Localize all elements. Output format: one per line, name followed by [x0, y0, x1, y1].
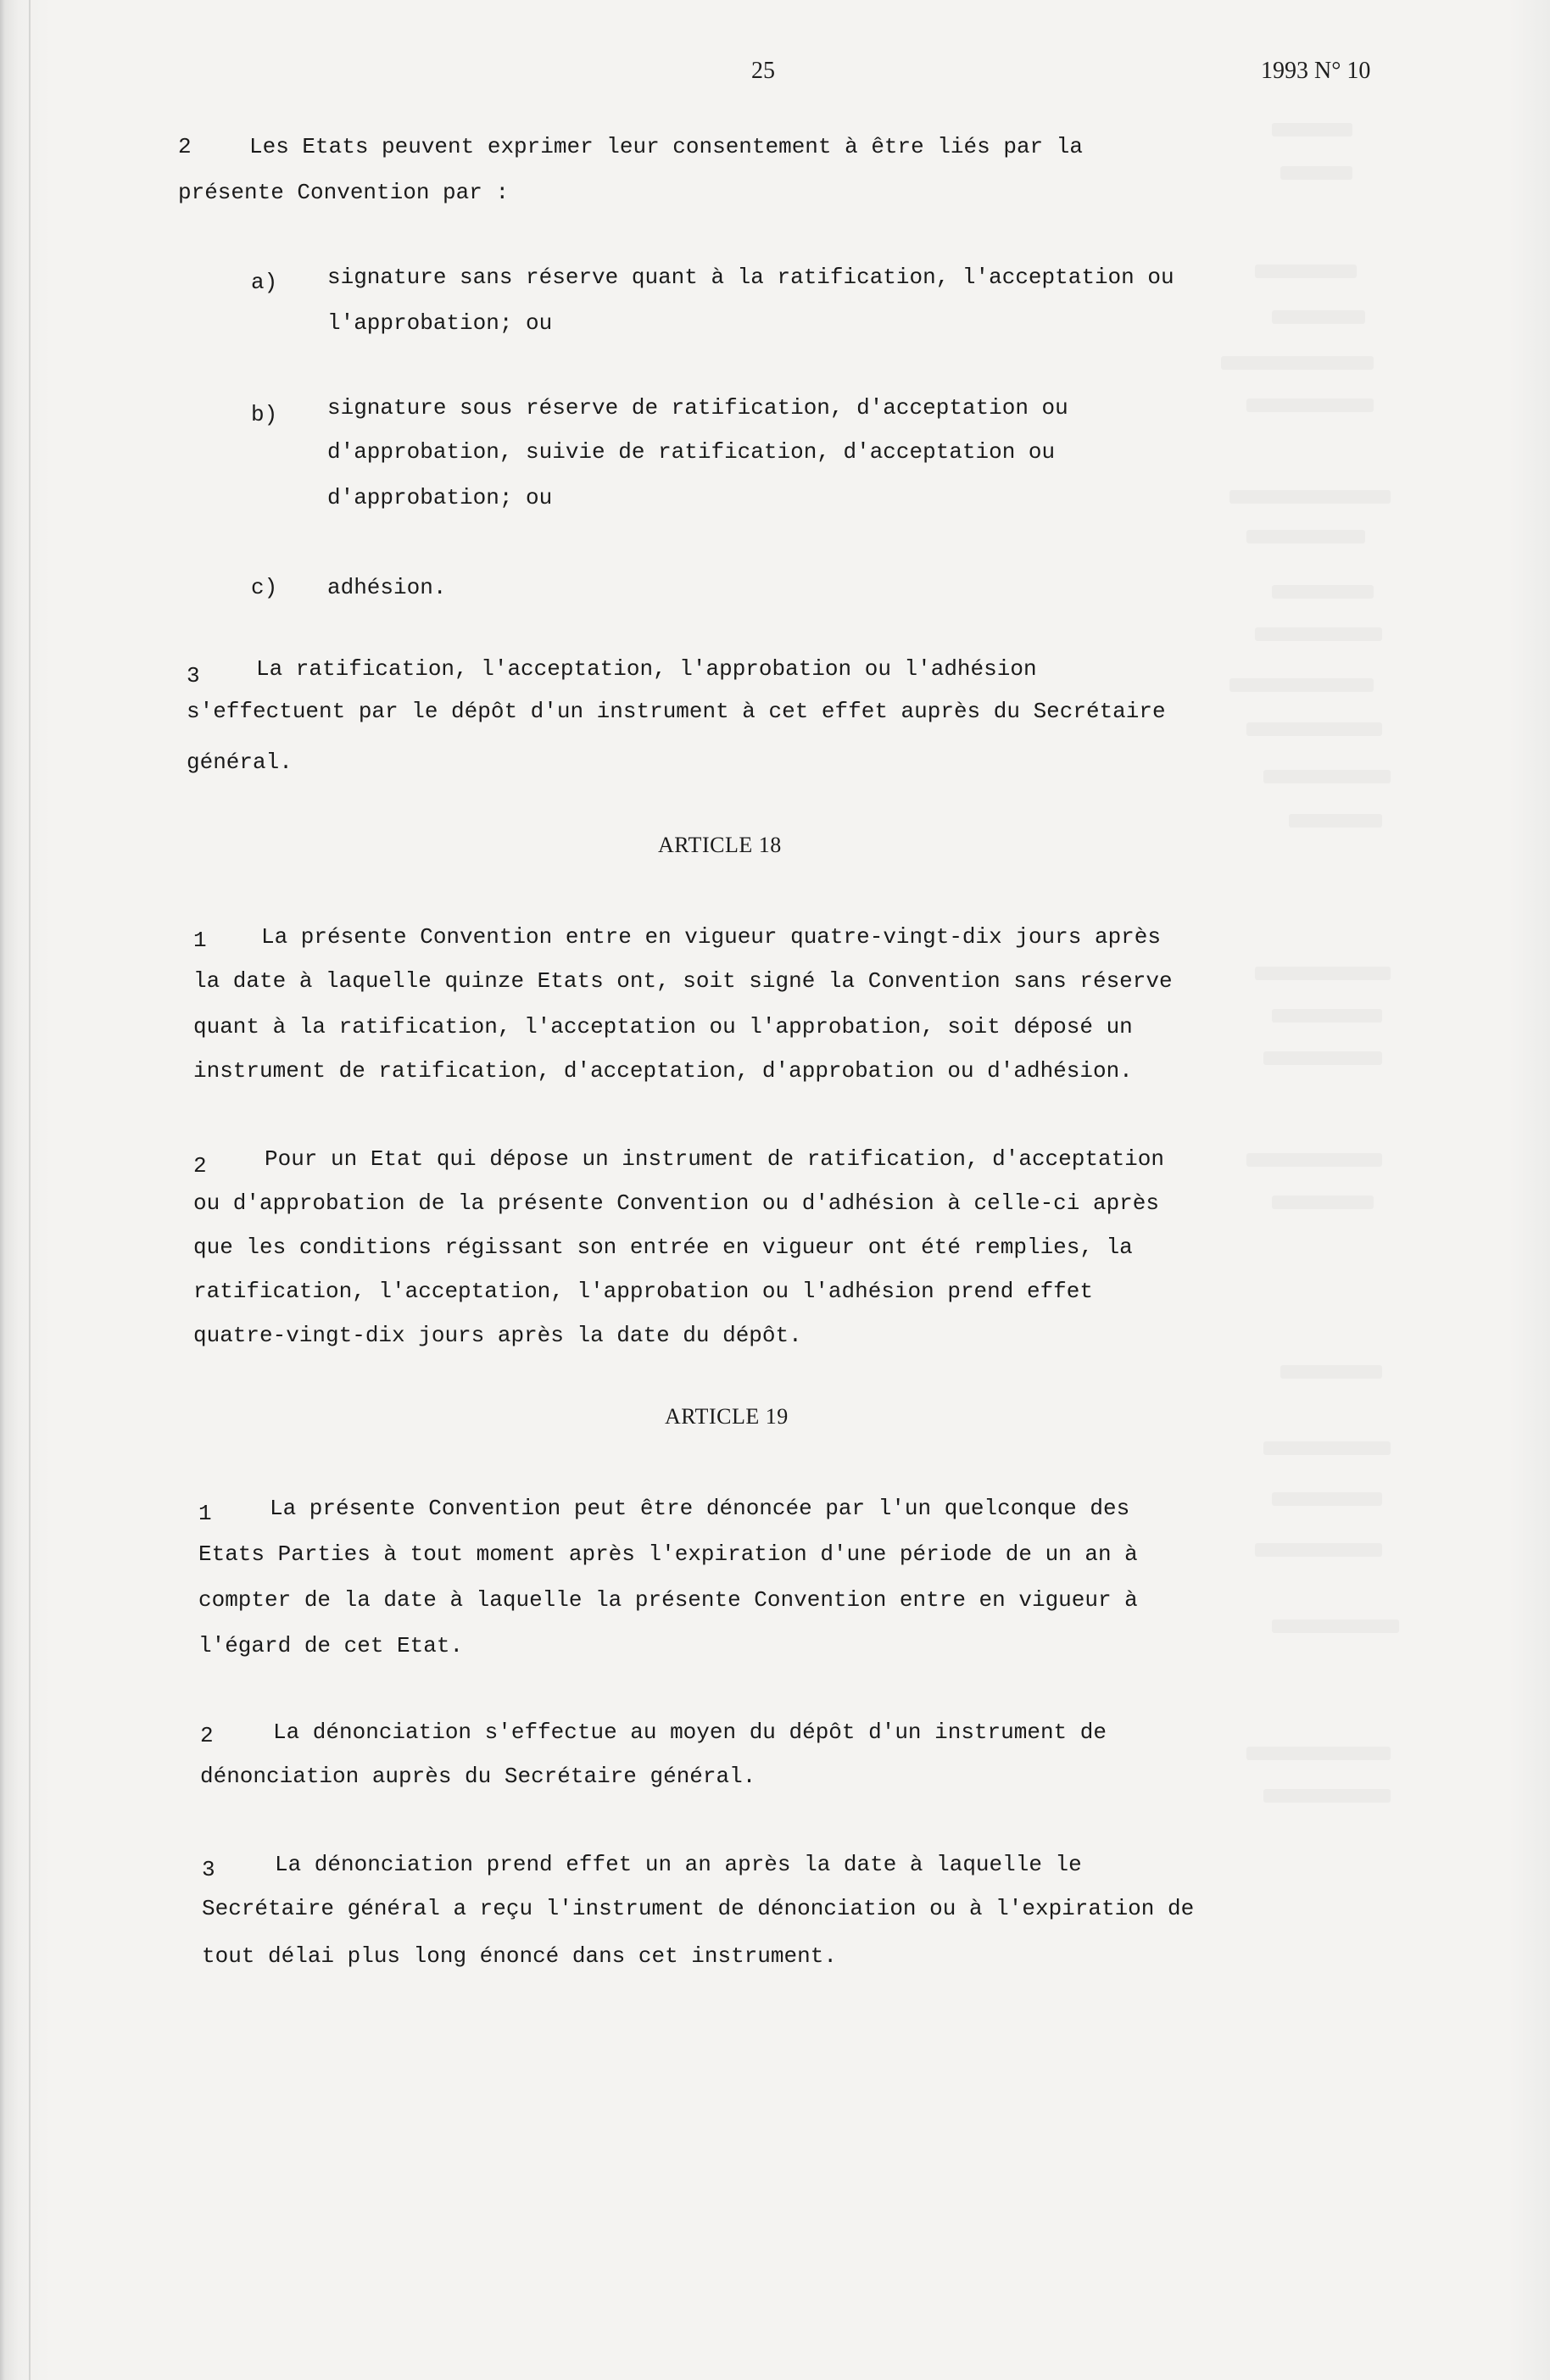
- text-line: général.: [187, 750, 293, 775]
- text-line: la date à laquelle quinze Etats ont, soit signé la Convention sans réserve: [193, 968, 1173, 994]
- page-number: 25: [751, 58, 775, 84]
- text-line: s'effectuent par le dépôt d'un instrument à cet effet auprès du Secrétaire: [187, 699, 1166, 724]
- text-line: La dénonciation prend effet un an après la date à laquelle le: [275, 1852, 1082, 1877]
- page-header: [0, 58, 1550, 92]
- text-line: Pour un Etat qui dépose un instrument de ratification, d'acceptation: [265, 1146, 1164, 1172]
- text-line: Etats Parties à tout moment après l'expiration d'une période de un an à: [198, 1541, 1138, 1567]
- text-line: instrument de ratification, d'acceptation, d'approbation ou d'adhésion.: [193, 1058, 1133, 1084]
- paragraph-number: 2: [178, 134, 192, 159]
- paragraph-number: 2: [200, 1723, 214, 1748]
- paragraph-number: 3: [202, 1857, 215, 1882]
- text-line: l'approbation; ou: [327, 310, 553, 336]
- text-line: Secrétaire général a reçu l'instrument de dénonciation ou à l'expiration de: [202, 1896, 1195, 1921]
- text-line: d'approbation; ou: [327, 485, 553, 510]
- document-reference: 1993 N° 10: [1261, 58, 1371, 84]
- article-19-heading: ARTICLE 19: [665, 1404, 789, 1429]
- text-line: compter de la date à laquelle la présente Convention entre en vigueur à: [198, 1587, 1138, 1613]
- text-line: adhésion.: [327, 575, 447, 600]
- text-line: La dénonciation s'effectue au moyen du dépôt d'un instrument de: [273, 1720, 1107, 1745]
- list-item-label: b): [251, 402, 278, 427]
- text-line: signature sous réserve de ratification, d'acceptation ou: [327, 395, 1068, 421]
- text-line: l'égard de cet Etat.: [198, 1633, 464, 1658]
- text-line: La ratification, l'acceptation, l'approbation ou l'adhésion: [256, 656, 1037, 682]
- article-18-heading: ARTICLE 18: [658, 833, 782, 857]
- text-line: signature sans réserve quant à la ratification, l'acceptation ou: [327, 265, 1174, 290]
- text-line: d'approbation, suivie de ratification, d'acceptation ou: [327, 439, 1056, 465]
- text-line: quatre-vingt-dix jours après la date du dépôt.: [193, 1323, 802, 1348]
- text-line: ratification, l'acceptation, l'approbation ou l'adhésion prend effet: [193, 1279, 1093, 1304]
- text-line: dénonciation auprès du Secrétaire général.: [200, 1764, 756, 1789]
- binding-edge: [29, 0, 31, 2380]
- text-line: Les Etats peuvent exprimer leur consentement à être liés par la: [249, 134, 1083, 159]
- text-line: La présente Convention entre en vigueur quatre-vingt-dix jours après: [261, 924, 1161, 950]
- text-line: tout délai plus long énoncé dans cet instrument.: [202, 1943, 837, 1969]
- text-line: ou d'approbation de la présente Convention ou d'adhésion à celle-ci après: [193, 1190, 1159, 1216]
- list-item-label: a): [251, 270, 278, 295]
- text-line: quant à la ratification, l'acceptation ou l'approbation, soit déposé un: [193, 1014, 1133, 1040]
- paragraph-number: 3: [187, 663, 200, 688]
- text-line: que les conditions régissant son entrée en vigueur ont été remplies, la: [193, 1235, 1133, 1260]
- paragraph-number: 2: [193, 1153, 207, 1179]
- text-line: présente Convention par :: [178, 180, 510, 205]
- list-item-label: c): [251, 575, 278, 600]
- paragraph-number: 1: [198, 1501, 212, 1526]
- paragraph-number: 1: [193, 928, 207, 953]
- text-line: La présente Convention peut être dénoncée par l'un quelconque des: [270, 1496, 1130, 1521]
